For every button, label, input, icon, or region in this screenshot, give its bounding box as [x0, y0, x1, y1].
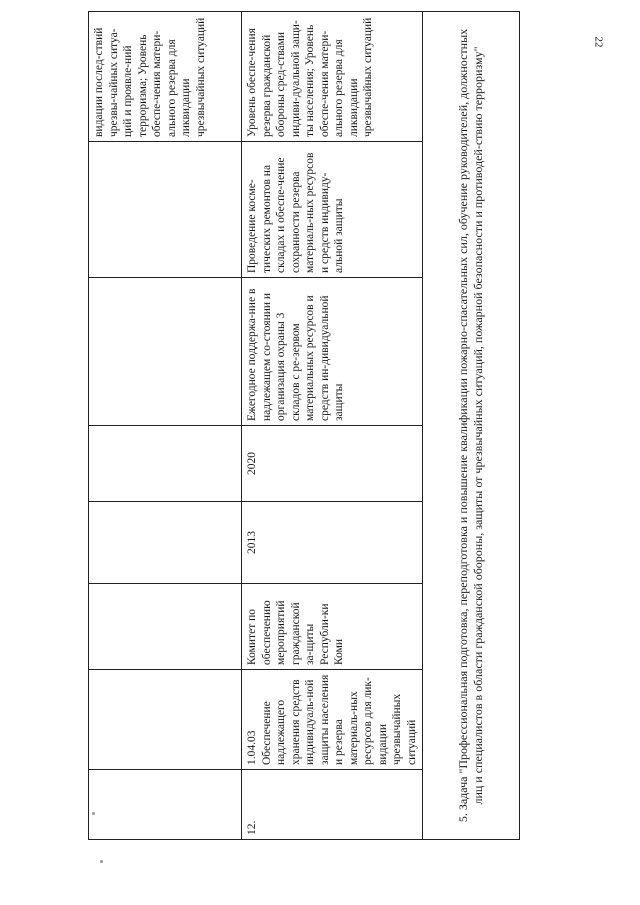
cell-task-heading: 5. Задача "Профессиональная подготовка, переподготовка и повышение квалификации пожарно-спасательных сил, обучение руководителей, должностных лиц и специалистов в области гражданской обороны, защиты от чрезвычайных ситуаций, пожарной безопасности и противодей-ствию терроризму": [423, 12, 520, 840]
page-number: 22: [592, 36, 605, 48]
cell-end-year: 2020: [242, 426, 423, 502]
cell-empty: [89, 142, 242, 278]
cell-expected-result: Ежегодное поддержа-ние в надлежащем со-стоянии и организация охраны 3 складов с ре-зервом материальных ресурсов и средств ин-дивидуальной защиты: [242, 278, 423, 426]
cell-empty: [89, 670, 242, 770]
cell-executor: Комитет по обеспечению мероприятий гражданской за-щиты Республи-ки Коми: [242, 584, 423, 670]
cell-measure-name: 1.04.03 Обеспечение надлежащего хранения средств индивидуаль-ной защиты населения и резерва материаль-ных ресурсов для лик-видации чрезвычайных ситуаций: [242, 670, 423, 770]
cell-indicator: видации послед-ствий чрезвы-чайных ситуа-ций и проявле-ний терроризма; Уровень обеспе-чения матери-ального резерва для ликвидации чрезвычайных ситуаций: [89, 12, 242, 142]
cell-empty: [89, 278, 242, 426]
scan-speck: [100, 860, 103, 863]
table-row-task-heading: [423, 12, 520, 840]
cell-empty: [89, 502, 242, 584]
cell-row-number: 12.: [242, 770, 423, 840]
cell-indicator: Уровень обеспе-чения резерва гражданской обороны сред-ствами индиви-дуальной защи-ты населения; Уровень обеспе-чения матери-ального резерва для ликвидации чрезвычайных ситуаций: [242, 12, 423, 142]
cell-start-year: 2013: [242, 502, 423, 584]
cell-activities: Проведение косме-тических ремонтов на складах и обеспе-чение сохранности резерва материаль-ных ресурсов и средств индивиду-альной защиты: [242, 142, 423, 278]
program-table: [88, 11, 520, 840]
rotated-table-sheet: [88, 12, 522, 840]
cell-empty: [89, 426, 242, 502]
table-row-12: [242, 12, 423, 840]
cell-empty: [89, 770, 242, 840]
table-row-continuation: [89, 12, 242, 840]
cell-empty: [89, 584, 242, 670]
